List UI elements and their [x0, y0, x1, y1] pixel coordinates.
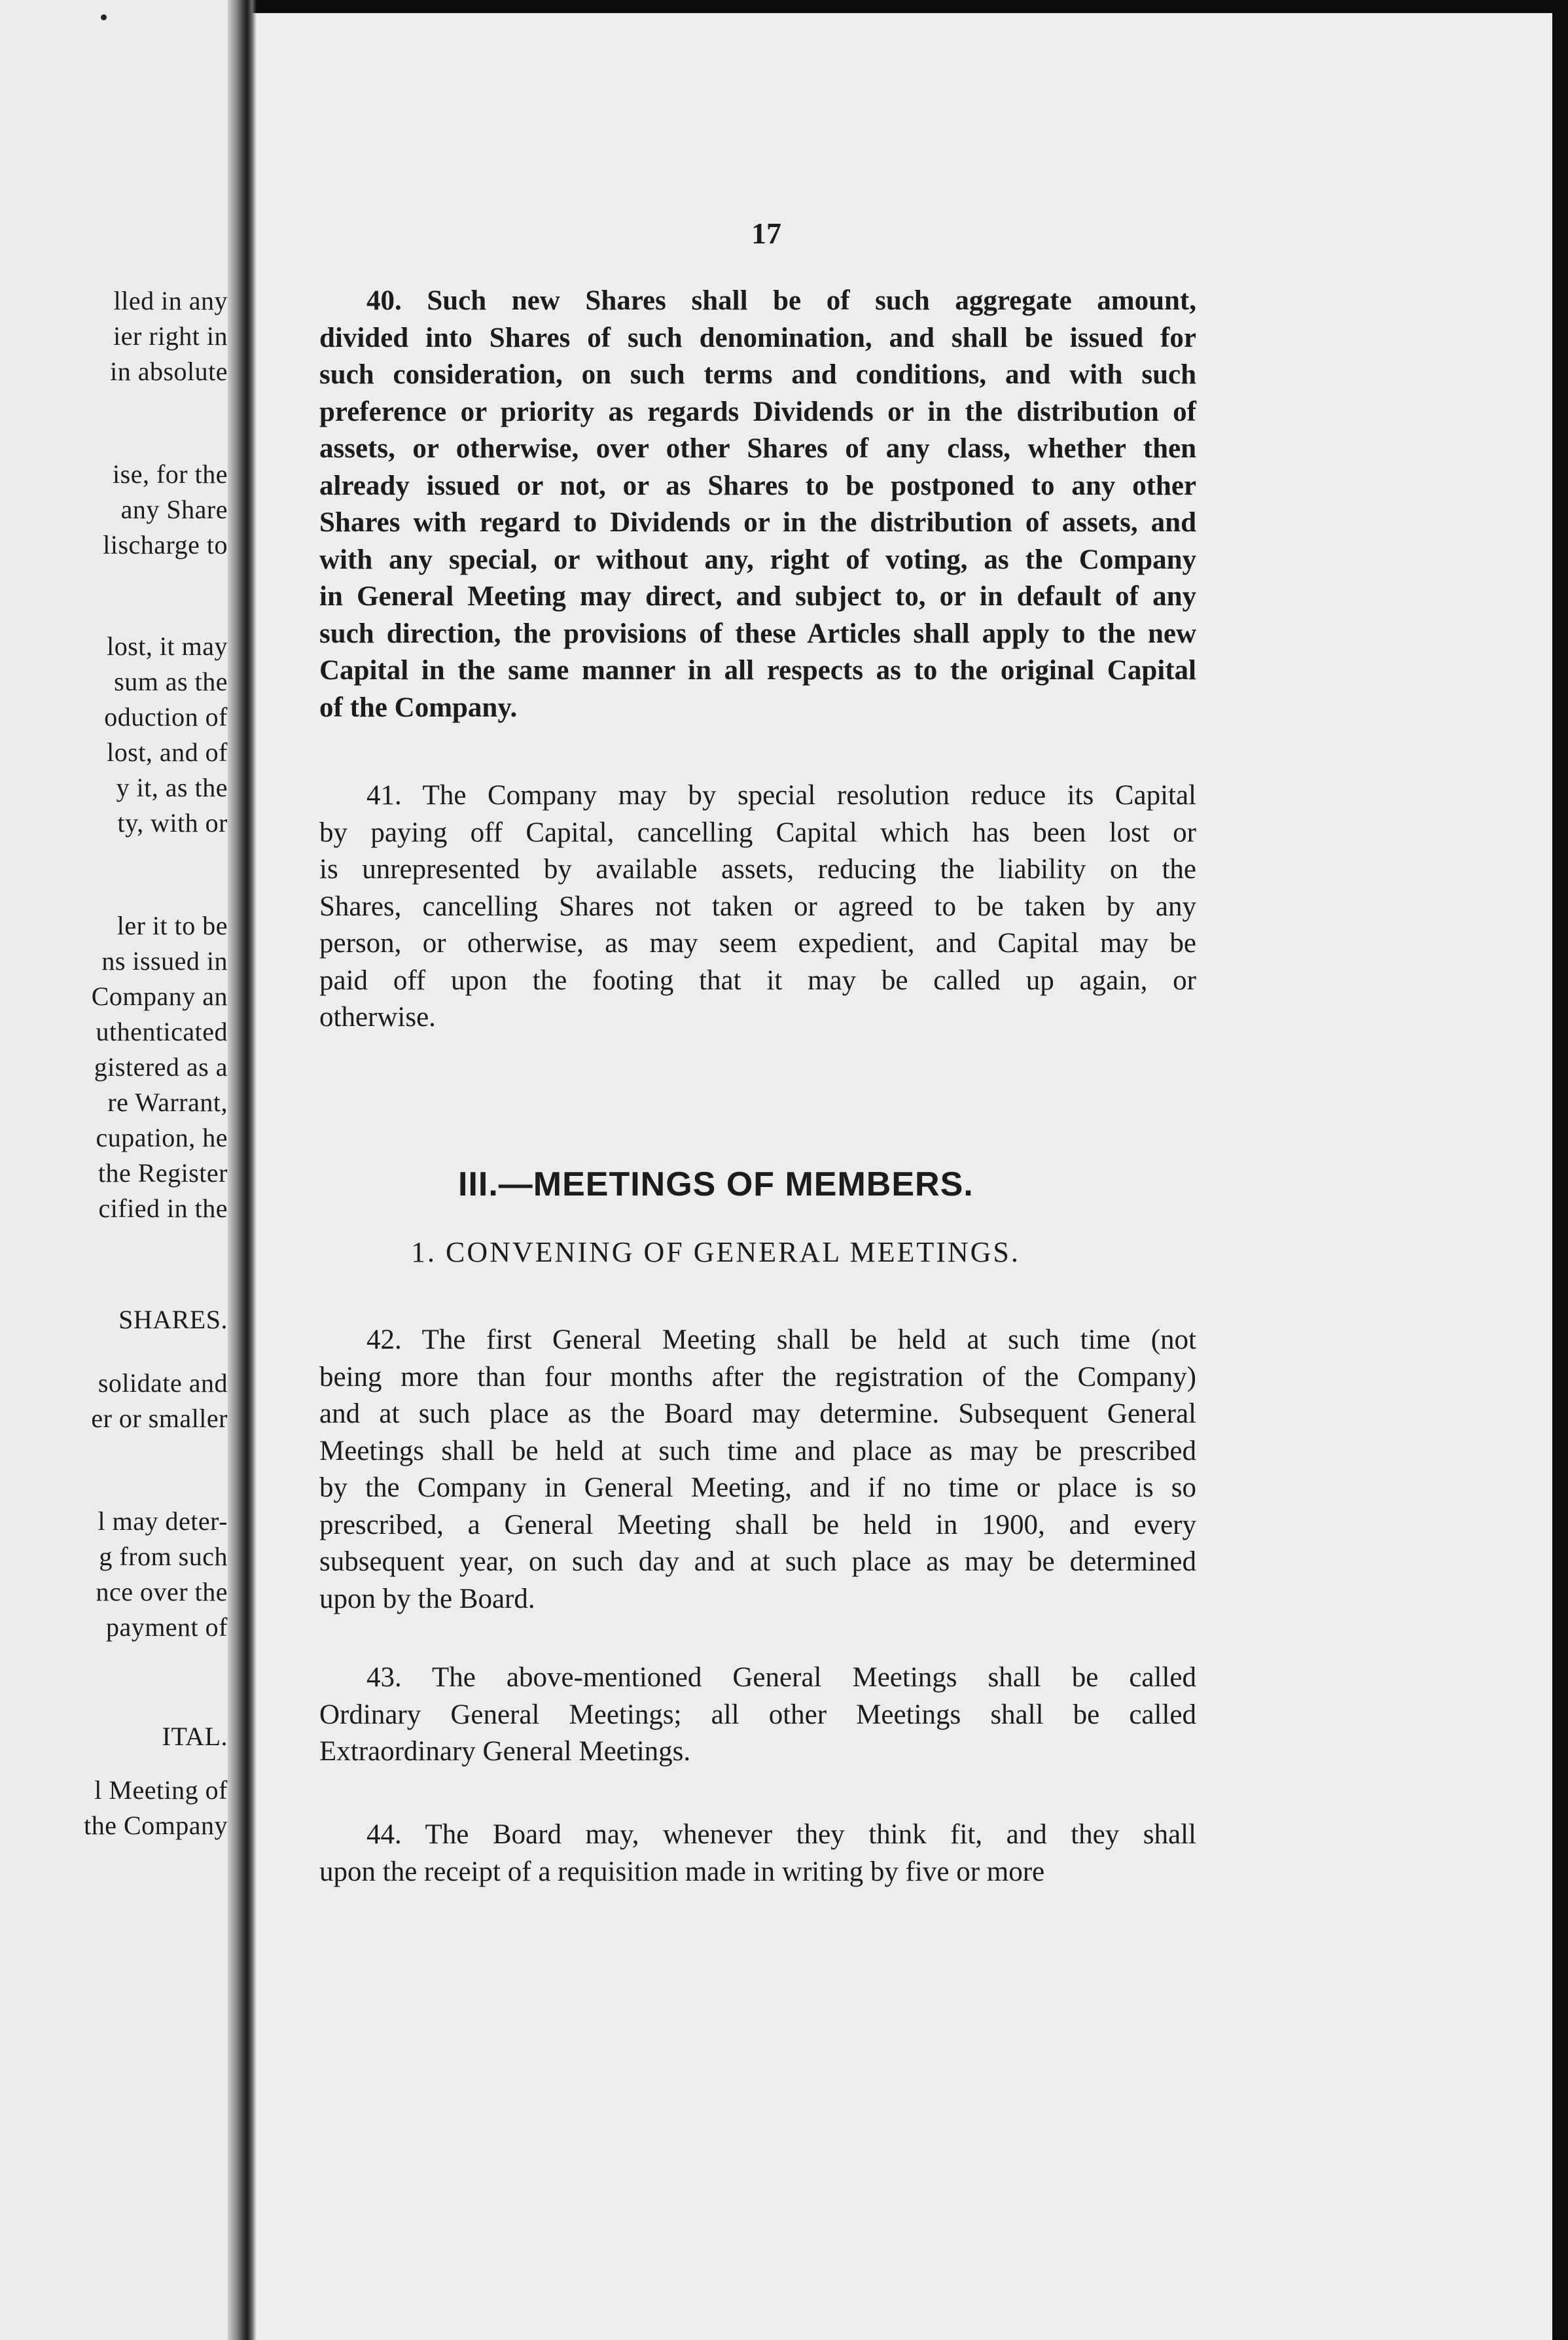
paragraph-line: otherwise. [319, 1002, 436, 1033]
facing-page-line: y it, as the [116, 773, 228, 802]
ink-dot [101, 14, 107, 20]
facing-page-line: in absolute [110, 357, 228, 386]
facing-page-line: lischarge to [103, 530, 228, 559]
paragraph-line: paid off upon the footing that it may be called up again, or [319, 965, 1196, 996]
paragraph-line: prescribed, a General Meeting shall be held in 1900, and every [319, 1509, 1196, 1540]
paragraph-line: and at such place as the Board may determine. Subsequent General [319, 1398, 1196, 1429]
paragraph-line: Shares with regard to Dividends or in the distribution of assets, and [319, 507, 1196, 538]
facing-page-line: gistered as a [94, 1052, 228, 1082]
paragraph-line: person, or otherwise, as may seem expedient, and Capital may be [319, 928, 1196, 959]
paragraph-line: already issued or not, or as Shares to be postponed to any other [319, 470, 1196, 501]
article-41 [319, 777, 1196, 1037]
paragraph-line: 44. The Board may, whenever they think fit, and they shall [366, 1819, 1196, 1850]
article-43 [319, 1659, 1196, 1771]
facing-page-line: g from such [99, 1542, 228, 1571]
book-gutter [228, 0, 247, 2340]
facing-page-line: ier right in [113, 321, 228, 351]
paragraph-line: 41. The Company may by special resolution reduce its Capital [366, 780, 1196, 811]
paragraph-line: Capital in the same manner in all respects as to the original Capital [319, 655, 1196, 686]
paragraph-line: being more than four months after the registration of the Company) [319, 1361, 1196, 1392]
paragraph-line: 42. The first General Meeting shall be held at such time (not [366, 1324, 1196, 1355]
facing-page-line: cified in the [98, 1194, 228, 1223]
facing-page-line: the Company [84, 1811, 228, 1840]
facing-page-line: ler it to be [116, 911, 228, 940]
paragraph-line: of the Company. [319, 692, 518, 723]
paragraph-line: 40. Such new Shares shall be of such aggregate amount, [366, 285, 1196, 316]
paragraph-line: Shares, cancelling Shares not taken or agreed to be taken by any [319, 891, 1196, 922]
paragraph-line: Ordinary General Meetings; all other Meetings shall be called [319, 1699, 1196, 1730]
facing-page-line: lost, it may [107, 631, 228, 661]
paragraph-line: by the Company in General Meeting, and if no time or place is so [319, 1472, 1196, 1503]
facing-page-line: any Share [120, 495, 228, 524]
facing-page-line: Company an [91, 982, 228, 1011]
paragraph-line: 43. The above-mentioned General Meetings shall be called [366, 1662, 1196, 1693]
article-40 [319, 283, 1196, 726]
paragraph-line: with any special, or without any, right of voting, as the Company [319, 544, 1196, 575]
facing-page-line: ITAL. [162, 1722, 228, 1751]
facing-page [0, 0, 228, 2340]
facing-page-line: l may deter- [98, 1506, 228, 1536]
facing-page-line: uthenticated [96, 1017, 228, 1046]
section-subtitle: 1. CONVENING OF GENERAL MEETINGS. [411, 1236, 1020, 1268]
paragraph-line: in General Meeting may direct, and subject to, or in default of any [319, 581, 1196, 612]
facing-page-line: solidate and [98, 1368, 228, 1398]
page-edge-shadow [247, 0, 257, 2340]
facing-page-line: oduction of [104, 702, 228, 732]
paragraph-line: such direction, the provisions of these Articles shall apply to the new [319, 618, 1196, 649]
paragraph-line: divided into Shares of such denomination, and shall be issued for [319, 322, 1196, 353]
paragraph-line: by paying off Capital, cancelling Capital which has been lost or [319, 817, 1196, 848]
paragraph-line: such consideration, on such terms and conditions, and with such [319, 359, 1196, 390]
facing-page-line: the Register [98, 1158, 228, 1188]
article-42 [319, 1322, 1196, 1618]
paragraph-line: Meetings shall be held at such time and place as may be prescribed [319, 1435, 1196, 1466]
paragraph-line: Extraordinary General Meetings. [319, 1736, 691, 1767]
facing-page-line: sum as the [114, 667, 228, 696]
facing-page-line: er or smaller [91, 1404, 228, 1433]
page-number: 17 [751, 217, 781, 250]
facing-page-line: nce over the [96, 1577, 228, 1606]
facing-page-line: cupation, he [96, 1123, 228, 1152]
facing-page-line: re Warrant, [107, 1088, 228, 1117]
facing-page-line: SHARES. [118, 1305, 228, 1334]
facing-page-line: lled in any [113, 286, 228, 315]
paragraph-line: subsequent year, on such day and at such place as may be determined [319, 1546, 1196, 1577]
facing-page-line: ns issued in [101, 946, 228, 976]
paragraph-line: preference or priority as regards Dividends or in the distribution of [319, 396, 1196, 427]
paragraph-line: upon the receipt of a requisition made in writing by five or more [319, 1856, 1045, 1887]
facing-page-line: ise, for the [113, 459, 228, 489]
section-title: III.—MEETINGS OF MEMBERS. [458, 1165, 974, 1203]
facing-page-line: ty, with or [117, 808, 228, 838]
facing-page-line: lost, and of [107, 737, 228, 767]
article-44 [319, 1817, 1196, 1890]
paragraph-line: upon by the Board. [319, 1583, 535, 1614]
facing-page-line: l Meeting of [94, 1775, 228, 1805]
paragraph-line: assets, or otherwise, over other Shares of any class, whether then [319, 433, 1196, 464]
paragraph-line: is unrepresented by available assets, reducing the liability on the [319, 854, 1196, 885]
facing-page-line: payment of [105, 1612, 228, 1642]
